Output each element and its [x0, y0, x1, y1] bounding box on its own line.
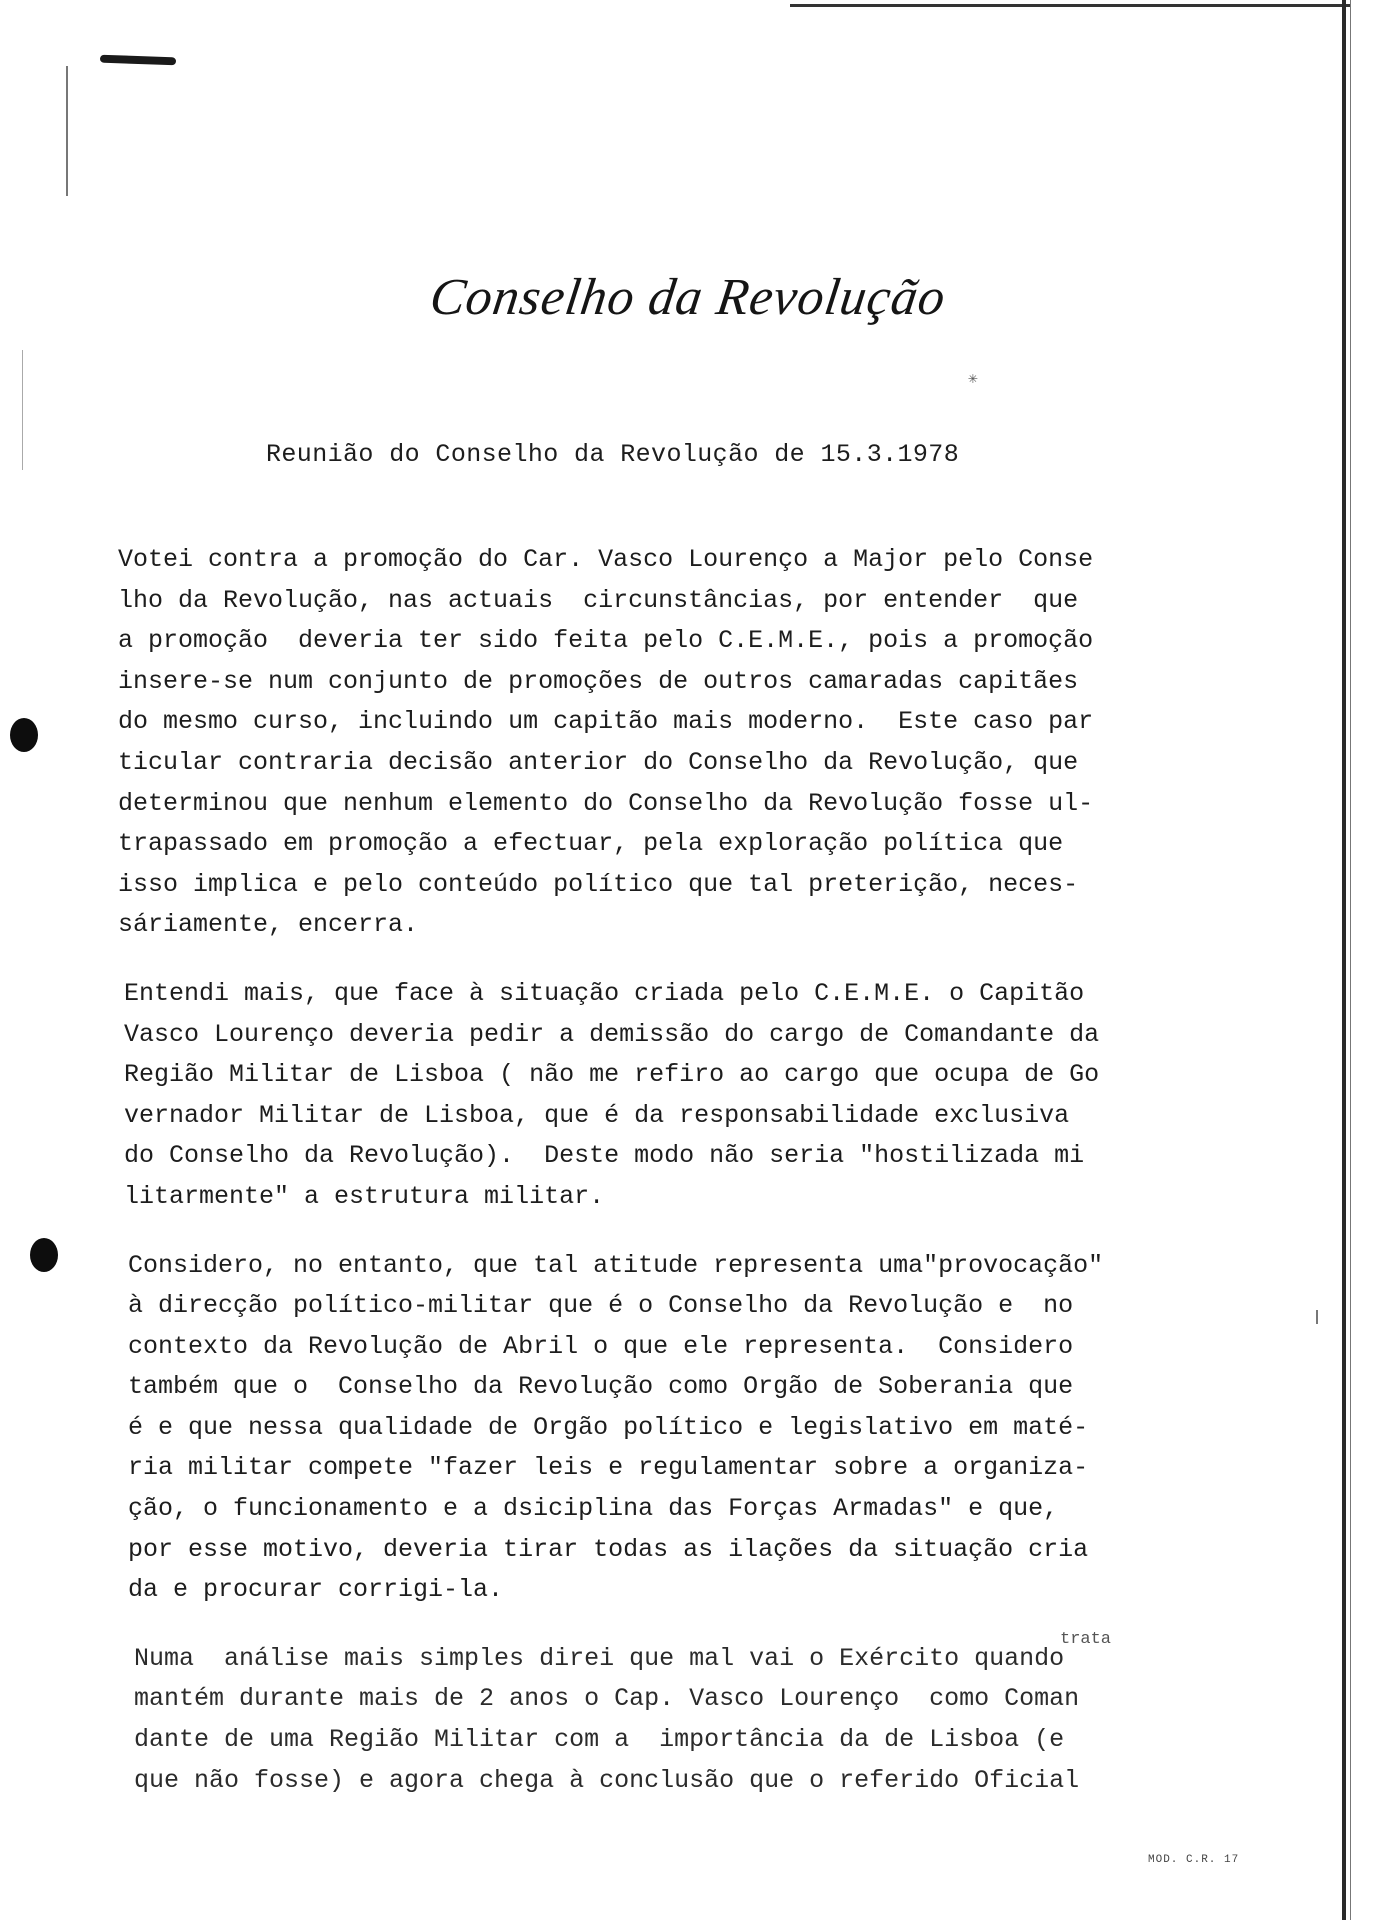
- scan-speck: [66, 66, 68, 196]
- text-line: é e que nessa qualidade de Orgão político e legislativo em maté-: [128, 1412, 1089, 1442]
- text-line: Entendi mais, que face à situação criada pelo C.E.M.E. o Capitão: [124, 978, 1085, 1008]
- punch-hole: [30, 1238, 58, 1272]
- text-line: também que o Conselho da Revolução como Orgão de Soberania que: [128, 1372, 1074, 1402]
- text-line: Região Militar de Lisboa ( não me refiro ao cargo que ocupa de Go: [124, 1060, 1100, 1090]
- paragraph: [134, 1639, 1198, 1801]
- paragraph: [128, 1246, 1198, 1611]
- ink-mark: [100, 55, 176, 66]
- paragraph: [118, 540, 1198, 946]
- body-text: [118, 540, 1198, 1829]
- stamp-mark: ✳: [968, 370, 978, 388]
- interlinear-note: trata: [1060, 1630, 1112, 1649]
- scan-top-edge: [790, 4, 1350, 7]
- text-line: contexto da Revolução de Abril o que ele representa. Considero: [128, 1331, 1074, 1361]
- text-line: insere-se num conjunto de promoções de outros camaradas capitães: [118, 666, 1079, 696]
- text-line: do Conselho da Revolução). Deste modo não seria "hostilizada mi: [124, 1141, 1085, 1171]
- text-line: que não fosse) e agora chega à conclusão que o referido Oficial: [134, 1765, 1080, 1795]
- text-line: sáriamente, encerra.: [118, 910, 419, 940]
- paragraph: [124, 974, 1198, 1218]
- text-line: vernador Militar de Lisboa, que é da responsabilidade exclusiva: [124, 1100, 1070, 1130]
- form-code: MOD. C.R. 17: [1148, 1854, 1240, 1866]
- text-line: Votei contra a promoção do Car. Vasco Lourenço a Major pelo Conse: [118, 545, 1094, 574]
- scan-speck: [1316, 1310, 1318, 1324]
- text-line: determinou que nenhum elemento do Conselho da Revolução fosse ul-: [118, 788, 1094, 818]
- text-line: litarmente" a estrutura militar.: [124, 1181, 605, 1211]
- punch-hole: [10, 718, 38, 752]
- text-line: trapassado em promoção a efectuar, pela exploração política que: [118, 829, 1064, 859]
- text-line: por esse motivo, deveria tirar todas as ilações da situação cria: [128, 1534, 1089, 1564]
- text-line: isso implica e pelo conteúdo político que tal preterição, neces-: [118, 869, 1079, 899]
- meeting-title: Reunião do Conselho da Revolução de 15.3.1978: [266, 440, 960, 469]
- text-line: da e procurar corrigi-la.: [128, 1575, 504, 1605]
- scan-speck: [22, 350, 23, 470]
- text-line: à direcção político-militar que é o Conselho da Revolução e no: [128, 1291, 1074, 1321]
- letterhead: Conselho da Revolução: [426, 269, 950, 326]
- text-line: dante de uma Região Militar com a importância da de Lisboa (e: [134, 1725, 1065, 1755]
- text-line: lho da Revolução, nas actuais circunstâncias, por entender que: [118, 585, 1079, 615]
- text-line: Vasco Lourenço deveria pedir a demissão do cargo de Comandante da: [124, 1019, 1100, 1049]
- text-line: Considero, no entanto, que tal atitude representa uma"provocação": [128, 1250, 1104, 1280]
- text-line: mantém durante mais de 2 anos o Cap. Vasco Lourenço como Coman: [134, 1684, 1080, 1714]
- text-line: Numa análise mais simples direi que mal vai o Exército quando: [134, 1643, 1065, 1673]
- text-line: ria militar compete "fazer leis e regulamentar sobre a organiza-: [128, 1453, 1089, 1483]
- text-line: a promoção deveria ter sido feita pelo C.E.M.E., pois a promoção: [118, 626, 1094, 656]
- text-line: ticular contraria decisão anterior do Conselho da Revolução, que: [118, 747, 1079, 777]
- text-line: do mesmo curso, incluindo um capitão mais moderno. Este caso par: [118, 707, 1094, 737]
- text-line: ção, o funcionamento e a dsiciplina das Forças Armadas" e que,: [128, 1494, 1059, 1524]
